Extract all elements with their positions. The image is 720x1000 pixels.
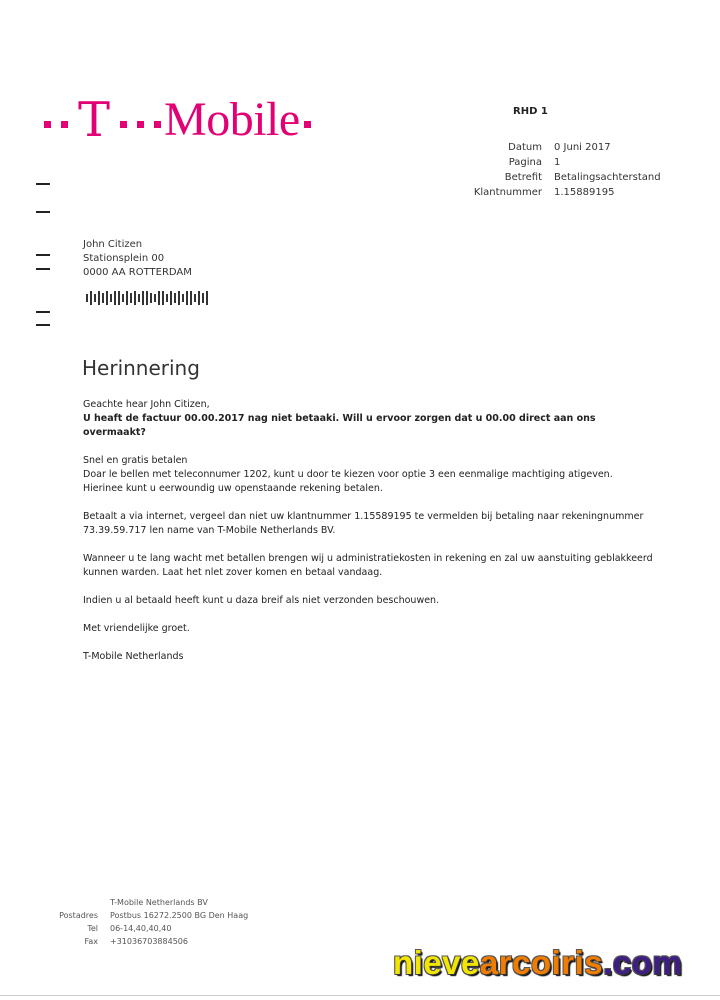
footer-value: Postbus 16272.2500 BG Den Haag — [110, 911, 249, 920]
fold-mark — [36, 311, 50, 313]
meta-row-page — [470, 155, 661, 170]
fold-mark — [36, 183, 50, 185]
logo-dot — [61, 121, 68, 128]
meta-row-customer-number — [470, 185, 661, 200]
closing-text: Met vriendelijke groet. — [83, 623, 190, 634]
meta-label: Datum — [508, 142, 542, 153]
letter-body — [83, 398, 653, 678]
signature: T-Mobile Netherlands — [83, 651, 184, 662]
letter-title: Herinnering — [82, 356, 200, 380]
recipient-street: Stationsplein 00 — [83, 253, 165, 264]
logo-dot — [137, 121, 144, 128]
footer-company: T-Mobile Netherlands BV — [110, 898, 208, 907]
t-mobile-logo — [44, 94, 321, 146]
recipient-city: 0000 AA ROTTERDAM — [83, 267, 192, 278]
footer-label: Fax — [84, 937, 98, 946]
bottom-divider — [0, 995, 720, 996]
footer-label: Postadres — [59, 911, 98, 920]
meta-value: 1.15889195 — [554, 187, 615, 198]
logo-dot — [44, 121, 51, 128]
fold-mark — [36, 268, 50, 270]
fold-mark — [36, 324, 50, 326]
footer-value: 06-14,40,40,40 — [110, 924, 172, 933]
meta-label: Klantnummer — [473, 187, 542, 198]
logo-dot — [120, 121, 127, 128]
greeting: Geachte hear John Citizen, — [83, 399, 210, 410]
footer-value: +31036703884506 — [110, 937, 188, 946]
document-reference: RHD 1 — [513, 106, 548, 117]
logo-dot — [304, 121, 311, 128]
fold-mark — [36, 254, 50, 256]
watermark-part: arcoiris — [479, 944, 604, 981]
watermark-part: .com — [603, 944, 683, 981]
meta-label: Betrefit — [504, 172, 542, 183]
logo-dot — [154, 121, 161, 128]
logo-word: Mobile — [164, 93, 300, 146]
footer-row-postal — [50, 909, 248, 922]
letter-meta — [470, 140, 661, 200]
already-paid-text: Indien u al betaald heeft kunt u daza breif als niet verzonden beschouwen. — [83, 595, 440, 606]
meta-row-subject — [470, 170, 661, 185]
internet-payment-text: Betaalt a via internet, vergeel dan niet uw klantnummer 1.15589195 te vermelden bij betaling naar rekeningnummer 73.39.59.717 len name van T-Mobile Netherlands BV. — [83, 511, 644, 536]
intro-text: U heaft de factuur 00.00.2017 nag niet betaaki. Will u ervoor zorgen dat u 00.00 direct aan ons overmaakt? — [83, 413, 596, 438]
meta-value: Betalingsachterstand — [554, 172, 661, 183]
recipient-name: John Citizen — [83, 239, 143, 250]
footer-label: Tel — [87, 924, 98, 933]
meta-value: 1 — [554, 157, 561, 168]
postal-barcode — [86, 290, 208, 306]
meta-row-date — [470, 140, 661, 155]
watermark-part: nieve — [393, 944, 480, 981]
section-heading: Snel en gratis betalen — [83, 455, 188, 466]
meta-value: 0 Juni 2017 — [554, 142, 611, 153]
logo-t: T — [78, 92, 111, 148]
fold-mark — [36, 211, 50, 213]
warning-text: Wanneer u te lang wacht met betallen brengen wij u administratiekosten in rekening en zal uw aanstuiting geblakkeerd kunnen warden. Laat het nlet zover komen en betaal vandaag. — [83, 553, 653, 578]
footer-row-tel — [50, 922, 248, 935]
footer-row-fax — [50, 935, 248, 948]
recipient-address — [83, 238, 192, 280]
letter-footer — [50, 896, 248, 948]
meta-label: Pagina — [508, 157, 542, 168]
watermark — [393, 944, 682, 982]
section-text: Doar le bellen met teleconnumer 1202, kunt u door te kiezen voor optie 3 een eenmalige machtiging atigeven. Hierinee kunt u eerwoundig uw openstaande rekening betalen. — [83, 469, 613, 494]
